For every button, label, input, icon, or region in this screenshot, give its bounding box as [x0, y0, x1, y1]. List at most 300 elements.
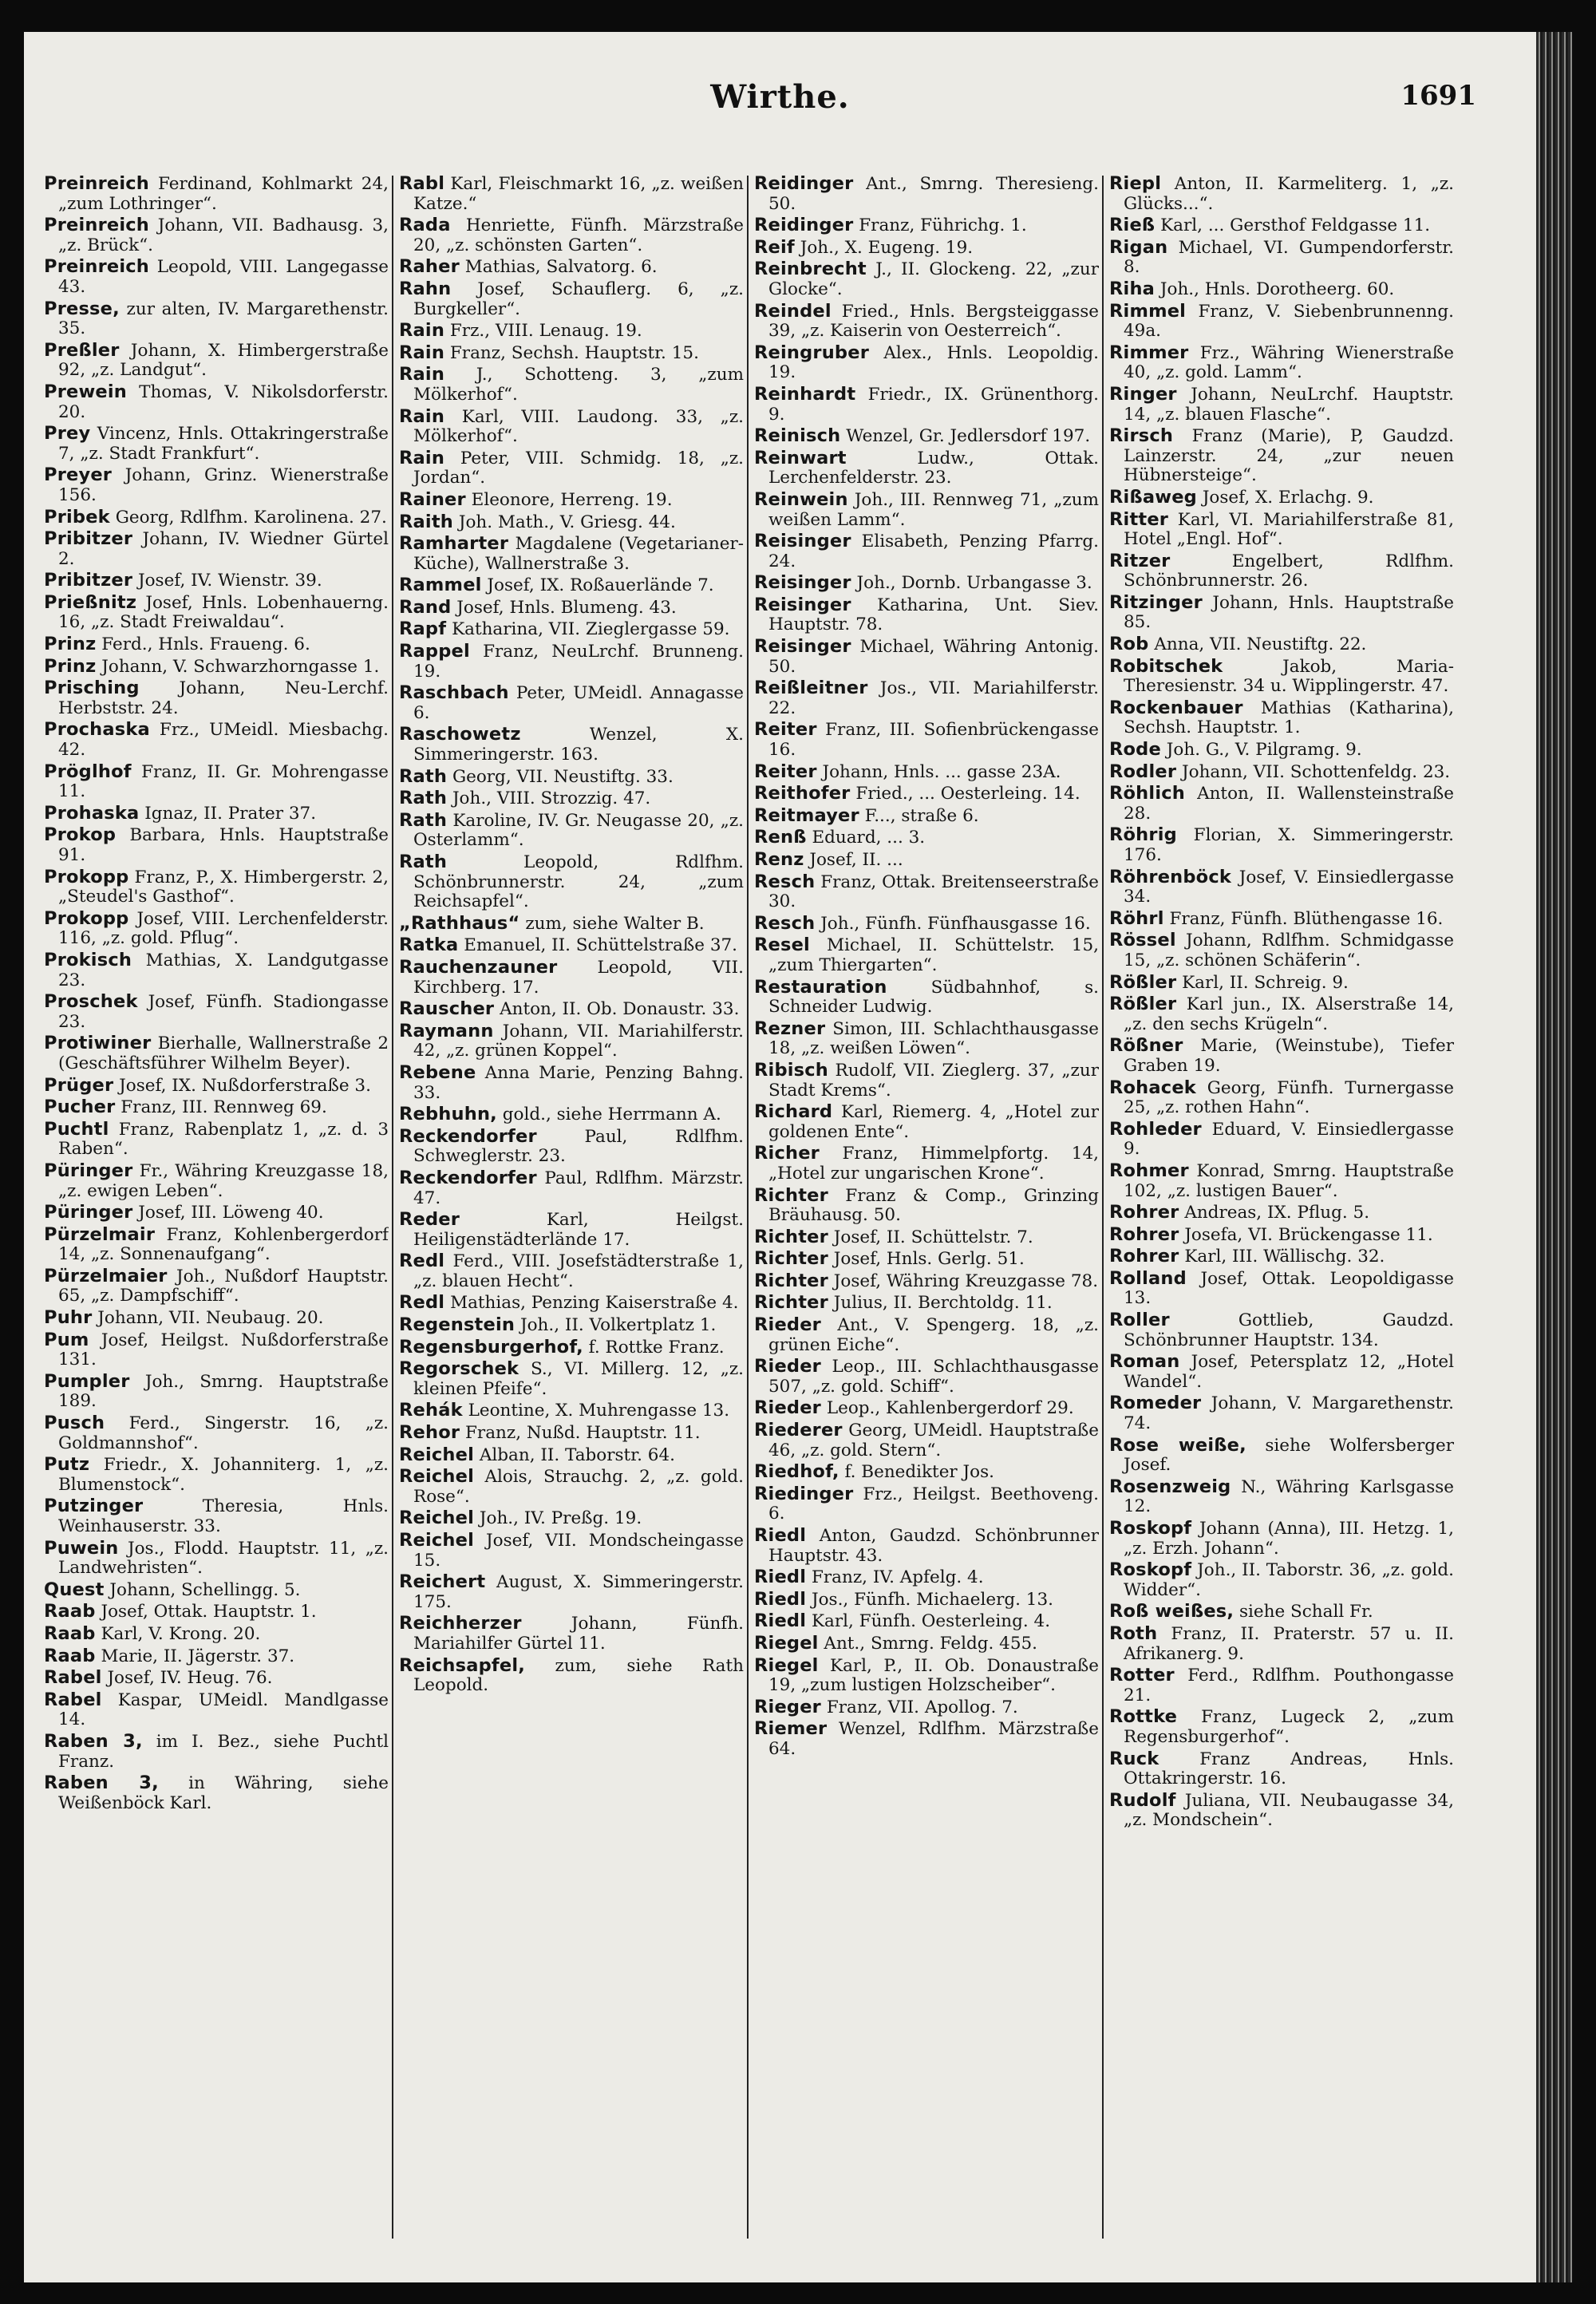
page-heading: Wirthe. — [710, 78, 850, 116]
entry-name: Preyer — [44, 464, 113, 486]
entry-name: Püringer — [44, 1160, 133, 1181]
entry-name: Protiwiner — [44, 1033, 152, 1054]
entry-details: Florian, X. Simmeringerstr. 176. — [1124, 825, 1454, 865]
directory-entry — [754, 215, 1099, 236]
entry-name: Rabl — [399, 174, 445, 194]
entry-name: Reisinger — [754, 531, 851, 552]
directory-entry — [44, 1372, 389, 1412]
directory-entry — [44, 1580, 389, 1601]
entry-details: Josef, V. Einsiedlergasse 34. — [1124, 867, 1454, 907]
entry-name: Reichel — [399, 1530, 475, 1551]
entry-name: Rißaweg — [1109, 486, 1197, 508]
entry-name: Reitmayer — [754, 804, 859, 826]
entry-details: Leop., III. Schlachthausgasse 507, „z. gold. Schiff“. — [768, 1357, 1099, 1397]
directory-entry — [399, 725, 744, 765]
entry-details: Georg, VII. Neustiftg. 33. — [452, 766, 674, 787]
entry-name: Rath — [399, 852, 448, 872]
directory-entry — [399, 279, 744, 319]
entry-details: Johann, V. Schwarzhorngasse 1. — [101, 656, 380, 677]
entry-details: Henriette, Fünfh. Märzstraße 20, „z. schönsten Garten“. — [413, 215, 744, 255]
directory-entry — [399, 598, 744, 618]
entry-name: Riegel — [754, 1654, 819, 1676]
entry-details: Anna Marie, Penzing Bahng. 33. — [413, 1062, 744, 1103]
entry-details: Engelbert, Rdlfhm. Schönbrunnerstr. 26. — [1124, 551, 1454, 591]
entry-name: Pumpler — [44, 1370, 130, 1392]
directory-entry — [1109, 343, 1454, 383]
entry-name: Rabel — [44, 1689, 102, 1710]
directory-entry — [1109, 1624, 1454, 1664]
directory-entry — [399, 1338, 744, 1358]
directory-entry — [754, 720, 1099, 760]
entry-details: Joh., Dornb. Urbangasse 3. — [856, 573, 1092, 594]
entry-details: zur alten, IV. Margarethenstr. 35. — [58, 298, 389, 339]
entry-name: Raher — [399, 256, 460, 278]
book-page-edges — [1536, 32, 1572, 2282]
entry-details: Ferd., Rdlfhm. Pouthongasse 21. — [1124, 1666, 1454, 1705]
entry-details: Anton, II. Karmeliterg. 1, „z. Glücks...“. — [1124, 174, 1454, 214]
entry-details: Elisabeth, Penzing Pfarrg. 24. — [768, 532, 1099, 571]
entry-details: Franz, NeuLrchf. Brunneng. 19. — [413, 642, 744, 682]
entry-details: Paul, Rdlfhm. Märzstr. 47. — [413, 1168, 744, 1208]
entry-name: Pribitzer — [44, 528, 133, 550]
directory-entry — [399, 1445, 744, 1466]
entry-details: Johann, V. Margarethenstr. 74. — [1124, 1393, 1454, 1434]
directory-entry — [44, 1308, 389, 1329]
entry-details: Ant., V. Spengerg. 18, „z. grünen Eiche“. — [768, 1315, 1099, 1355]
directory-entry — [754, 1611, 1099, 1632]
entry-details: Joh., II. Volkertplatz 1. — [519, 1315, 717, 1336]
entry-name: Röhlich — [1109, 783, 1185, 804]
entry-details: Joh. G., V. Pilgramg. 9. — [1166, 740, 1362, 761]
directory-entry — [44, 909, 389, 949]
directory-entry — [1109, 1707, 1454, 1747]
entry-details: Joh., X. Eugeng. 19. — [800, 237, 974, 258]
entry-details: Ant., Smrng. Feldg. 455. — [824, 1633, 1038, 1654]
directory-entry — [399, 999, 744, 1020]
entry-details: Johann, Rdlfhm. Schmidgasse 15, „z. schönen Schäferin“. — [1124, 931, 1454, 970]
directory-entry — [399, 1359, 744, 1399]
directory-entry — [1109, 510, 1454, 550]
entry-name: Pum — [44, 1329, 89, 1350]
entry-name: Prochaska — [44, 719, 150, 741]
entry-name: Rain — [399, 447, 445, 468]
directory-entry — [44, 720, 389, 760]
entry-details: Karl, ... Gersthof Feldgasse 11. — [1160, 215, 1431, 236]
entry-details: Friedr., IX. Grünenthorg. 9. — [768, 384, 1099, 425]
entry-details: Josef, X. Erlachg. 9. — [1202, 487, 1374, 508]
entry-name: Rappel — [399, 641, 470, 662]
entry-details: Franz, Fünfh. Blüthengasse 16. — [1169, 908, 1444, 929]
entry-name: Richer — [754, 1143, 820, 1164]
entry-name: Prisching — [44, 678, 140, 699]
page-number: 1691 — [1400, 80, 1476, 112]
entry-name: Reichel — [399, 1444, 475, 1465]
directory-entry — [1109, 973, 1454, 994]
directory-entry — [1109, 762, 1454, 783]
directory-entry — [754, 1102, 1099, 1142]
entry-name: Ribisch — [754, 1059, 829, 1081]
entry-name: Raben 3, — [44, 1730, 143, 1752]
entry-details: Katharina, Unt. Siev. Hauptstr. 78. — [768, 595, 1099, 635]
entry-name: Preinreich — [44, 174, 150, 194]
entry-details: Leontine, X. Muhrengasse 13. — [468, 1401, 730, 1421]
directory-entry — [44, 1690, 389, 1730]
entry-name: Ratka — [399, 935, 459, 956]
directory-entry — [754, 784, 1099, 804]
entry-details: Wenzel, X. Simmeringerstr. 163. — [413, 725, 744, 765]
entry-details: Josef, IV. Heug. 76. — [107, 1668, 273, 1689]
entry-name: Ruck — [1109, 1748, 1159, 1769]
entry-name: Reichel — [399, 1508, 475, 1529]
directory-entry — [44, 508, 389, 528]
entry-name: Rauscher — [399, 998, 495, 1020]
entry-details: Leopold, VIII. Langegasse 43. — [58, 257, 389, 297]
entry-details: Alban, II. Taborstr. 64. — [479, 1444, 675, 1465]
directory-entry — [754, 426, 1099, 447]
directory-entry — [399, 1508, 744, 1529]
directory-entry — [44, 1267, 389, 1306]
entry-details: Mathias, Salvatorg. 6. — [464, 257, 658, 278]
entry-name: Rolland — [1109, 1267, 1187, 1289]
entry-name: Rieger — [754, 1696, 821, 1717]
entry-details: Frz., Währing Wienerstraße 40, „z. gold. Lamm“. — [1124, 342, 1454, 383]
entry-details: F..., straße 6. — [864, 805, 979, 826]
entry-details: Anton, Gaudzd. Schönbrunner Hauptstr. 43. — [768, 1526, 1099, 1566]
entry-name: Regenstein — [399, 1314, 516, 1336]
entry-name: Reichherzer — [399, 1613, 522, 1634]
entry-details: im I. Bez., siehe Puchtl Franz. — [58, 1731, 389, 1772]
directory-entry — [754, 573, 1099, 594]
entry-name: Richter — [754, 1184, 828, 1206]
entry-name: Rain — [399, 320, 445, 342]
directory-entry — [1109, 1749, 1454, 1789]
directory-entry — [1109, 1225, 1454, 1246]
entry-details: Peter, VIII. Schmidg. 18, „z. Jordan“. — [413, 448, 744, 488]
entry-details: Franz & Comp., Grinzing Bräuhausg. 50. — [768, 1185, 1099, 1226]
directory-entry — [754, 1421, 1099, 1460]
directory-entry — [1109, 1269, 1454, 1309]
directory-entry — [44, 1455, 389, 1495]
directory-entry — [1109, 215, 1454, 236]
entry-name: Rebhuhn, — [399, 1104, 497, 1125]
entry-name: Preßler — [44, 339, 120, 361]
entry-name: Resch — [754, 871, 816, 892]
entry-details: Karl jun., IX. Alserstraße 14, „z. den sechs Krügeln“. — [1124, 994, 1454, 1034]
entry-details: Franz, V. Siebenbrunnenng. 49a. — [1124, 301, 1454, 342]
directory-entry — [399, 958, 744, 998]
directory-entry — [1109, 657, 1454, 697]
directory-entry — [754, 914, 1099, 935]
entry-name: Rehor — [399, 1422, 460, 1444]
directory-entry — [399, 767, 744, 788]
entry-details: f. Benedikter Jos. — [844, 1462, 994, 1483]
directory-entry — [44, 1225, 389, 1265]
entry-details: Ludw., Ottak. Lerchenfelderstr. 23. — [768, 448, 1099, 488]
entry-details: Mathias, Penzing Kaiserstraße 4. — [450, 1293, 739, 1314]
directory-entry — [44, 762, 389, 802]
directory-entry — [1109, 279, 1454, 300]
entry-details: Julius, II. Berchtoldg. 11. — [833, 1293, 1053, 1314]
directory-entry — [1109, 238, 1454, 278]
entry-details: Magdalene (Vegetarianer-Küche), Wallnerstraße 3. — [413, 534, 744, 574]
entry-name: Roskopf — [1109, 1559, 1192, 1581]
directory-page — [24, 32, 1536, 2282]
directory-entry — [44, 678, 389, 718]
entry-name: Reingruber — [754, 342, 869, 363]
entry-details: Karl, P., II. Ob. Donaustraße 19, „zum lustigen Holzscheiber“. — [768, 1655, 1099, 1696]
directory-entry — [44, 341, 389, 381]
directory-entry — [754, 762, 1099, 783]
entry-name: Pribitzer — [44, 570, 133, 591]
entry-details: Theresia, Hnls. Weinhauserstr. 33. — [58, 1496, 389, 1536]
entry-name: Richter — [754, 1292, 828, 1314]
directory-entry — [754, 1249, 1099, 1270]
entry-name: Reiter — [754, 761, 817, 782]
entry-details: Mathias, X. Landgutgasse 23. — [58, 950, 389, 990]
entry-details: Frz., Heilgst. Beethoveng. 6. — [768, 1484, 1099, 1524]
column-2 — [399, 174, 744, 2241]
directory-entry — [44, 1539, 389, 1579]
directory-entry — [44, 593, 389, 633]
directory-entry — [399, 935, 744, 956]
directory-entry — [399, 642, 744, 682]
entry-name: Puchtl — [44, 1118, 109, 1140]
entry-details: gold., siehe Herrmann A. — [502, 1105, 721, 1125]
directory-entry — [399, 1022, 744, 1061]
entry-details: Karl, Riemerg. 4, „Hotel zur goldenen Ente“. — [768, 1102, 1099, 1142]
directory-entry — [1109, 593, 1454, 633]
entry-details: Franz, Rabenplatz 1, „z. d. 3 Raben“. — [58, 1119, 389, 1160]
entry-details: Franz, II. Praterstr. 57 u. II. Afrikanerg. 9. — [1124, 1623, 1454, 1664]
directory-entry — [754, 935, 1099, 975]
directory-entry — [399, 852, 744, 912]
directory-entry — [399, 321, 744, 342]
entry-details: Ferdinand, Kohlmarkt 24, „zum Lothringer“. — [58, 174, 389, 214]
directory-entry — [1109, 426, 1454, 486]
directory-entry — [754, 872, 1099, 912]
directory-entry — [399, 619, 744, 640]
entry-name: Rath — [399, 765, 448, 787]
directory-entry — [1109, 1602, 1454, 1622]
entry-name: Rebene — [399, 1061, 476, 1083]
entry-details: Michael, VI. Gumpendorferstr. 8. — [1124, 237, 1454, 278]
entry-name: Resel — [754, 935, 810, 956]
directory-entry — [399, 1572, 744, 1612]
entry-details: Mathias (Katharina), Sechsh. Hauptstr. 1. — [1124, 698, 1454, 738]
entry-details: Wenzel, Gr. Jedlersdorf 197. — [846, 426, 1091, 447]
entry-details: Ferd., Singerstr. 16, „z. Goldmannshof“. — [58, 1413, 389, 1453]
directory-entry — [1109, 867, 1454, 907]
entry-details: Joh., VIII. Strozzig. 47. — [452, 788, 651, 809]
directory-entry — [754, 1462, 1099, 1483]
directory-entry — [1109, 1203, 1454, 1223]
directory-entry — [1109, 488, 1454, 508]
directory-entry — [399, 1614, 744, 1654]
entry-name: Reckendorfer — [399, 1125, 537, 1147]
directory-entry — [44, 1413, 389, 1453]
entry-name: Raschowetz — [399, 724, 521, 745]
entry-name: Reiter — [754, 719, 817, 741]
directory-entry — [1109, 909, 1454, 930]
entry-name: Rudolf — [1109, 1789, 1176, 1811]
entry-name: Ritzer — [1109, 550, 1171, 571]
entry-details: Friedr., X. Johanniterg. 1, „z. Blumenstock“. — [58, 1455, 389, 1495]
directory-entry — [44, 825, 389, 865]
entry-details: Josef, IX. Roßauerlände 7. — [487, 575, 714, 596]
entry-details: Johann, VII. Mariahilferstr. 42, „z. grünen Koppel“. — [413, 1021, 744, 1061]
entry-details: Franz, Sechsh. Hauptstr. 15. — [449, 342, 699, 363]
directory-entry — [754, 1634, 1099, 1654]
directory-entry — [754, 259, 1099, 299]
entry-details: Simon, III. Schlachthausgasse 18, „z. weißen Löwen“. — [768, 1018, 1099, 1059]
entry-details: Johann, Grinz. Wienerstraße 156. — [58, 465, 389, 505]
entry-name: Robitschek — [1109, 655, 1223, 677]
entry-name: Renz — [754, 849, 804, 870]
entry-name: Reidinger — [754, 215, 854, 236]
directory-entry — [754, 1526, 1099, 1566]
directory-entry — [754, 1719, 1099, 1759]
entry-name: Riepl — [1109, 174, 1162, 194]
directory-entry — [754, 385, 1099, 425]
entry-details: Joh., Nußdorf Hauptstr. 65, „z. Dampfschiff“. — [58, 1266, 389, 1306]
entry-name: Rohmer — [1109, 1160, 1189, 1181]
column-rule — [1102, 176, 1104, 2239]
directory-entry — [1109, 1161, 1454, 1201]
entry-details: Josef, Petersplatz 12, „Hotel Wandel“. — [1124, 1352, 1454, 1392]
directory-entry — [754, 1656, 1099, 1696]
entry-name: Raith — [399, 511, 453, 532]
entry-name: Rimmer — [1109, 342, 1189, 363]
directory-entry — [44, 1203, 389, 1223]
entry-details: Franz, Ottak. Breitenseerstraße 30. — [768, 871, 1099, 912]
directory-entry — [754, 490, 1099, 530]
directory-entry — [44, 1161, 389, 1201]
entry-name: Pribek — [44, 506, 110, 528]
directory-entry — [1109, 784, 1454, 824]
entry-details: Karl, Fleischmarkt 16, „z. weißen Katze.“ — [413, 174, 744, 214]
directory-entry — [399, 490, 744, 511]
entry-details: Josef, IX. Nußdorferstraße 3. — [119, 1075, 371, 1096]
entry-name: Rosenzweig — [1109, 1476, 1231, 1497]
entry-details: Georg, UMeidl. Hauptstraße 46, „z. gold. Stern“. — [768, 1421, 1099, 1460]
entry-name: Riedhof, — [754, 1461, 839, 1483]
entry-name: Preinreich — [44, 215, 150, 236]
entry-details: Ferd., Hnls. Fraueng. 6. — [101, 634, 310, 655]
entry-details: Alex., Hnls. Leopoldig. 19. — [768, 342, 1099, 383]
entry-details: Katharina, VII. Zieglergasse 59. — [452, 619, 730, 640]
entry-name: Reinbrecht — [754, 259, 867, 280]
directory-entry — [44, 1097, 389, 1118]
entry-details: Franz, III. Sofienbrückengasse 16. — [768, 720, 1099, 761]
entry-name: Restauration — [754, 976, 887, 998]
entry-details: Josef, Ottak. Hauptstr. 1. — [101, 1602, 317, 1622]
directory-entry — [1109, 994, 1454, 1034]
directory-entry — [44, 424, 389, 464]
entry-details: Vincenz, Hnls. Ottakringerstraße 7, „z. Stadt Frankfurt“. — [58, 424, 389, 464]
entry-name: Prokisch — [44, 949, 132, 970]
entry-name: Reisinger — [754, 636, 851, 658]
entry-name: Regorschek — [399, 1358, 519, 1380]
entry-name: Rigan — [1109, 236, 1168, 258]
entry-details: Karoline, IV. Gr. Neugasse 20, „z. Osterlamm“. — [413, 810, 744, 851]
directory-entry — [1109, 1477, 1454, 1517]
entry-details: Josef, Ottak. Leopoldigasse 13. — [1124, 1268, 1454, 1309]
directory-entry — [399, 1401, 744, 1421]
entry-name: Riegel — [754, 1632, 819, 1654]
directory-entry — [399, 683, 744, 723]
entry-details: Bierhalle, Wallnerstraße 2 (Geschäftsführer Wilhelm Beyer). — [58, 1033, 389, 1073]
directory-entry — [1109, 698, 1454, 738]
entry-name: Raab — [44, 1645, 96, 1666]
entry-details: Joh., Hnls. Dorotheerg. 60. — [1159, 279, 1395, 299]
directory-entry — [44, 571, 389, 591]
entry-details: Anton, II. Ob. Donaustr. 33. — [500, 999, 740, 1020]
entry-name: Reithofer — [754, 783, 851, 804]
entry-name: Rohrer — [1109, 1223, 1179, 1245]
entry-details: Eduard, V. Einsiedlergasse 9. — [1124, 1119, 1454, 1160]
entry-details: Johann (Anna), III. Hetzg. 1, „z. Erzh. Johann“. — [1124, 1519, 1454, 1559]
directory-entry — [754, 828, 1099, 848]
entry-name: Rose weiße, — [1109, 1434, 1246, 1456]
entry-details: Johann, VII. Schottenfeldg. 23. — [1182, 761, 1451, 782]
directory-entry — [1109, 1352, 1454, 1392]
directory-entry — [399, 534, 744, 574]
directory-entry — [1109, 1036, 1454, 1076]
directory-entry — [399, 215, 744, 255]
directory-entry — [399, 365, 744, 405]
entry-name: Rain — [399, 364, 445, 385]
entry-details: Fr., Währing Kreuzgasse 18, „z. ewigen Leben“. — [58, 1160, 389, 1201]
directory-entry — [399, 1467, 744, 1507]
entry-name: Romeder — [1109, 1393, 1202, 1414]
directory-entry — [1109, 740, 1454, 761]
directory-entry — [399, 788, 744, 809]
entry-details: S., VI. Millerg. 12, „z. kleinen Pfeife“. — [413, 1359, 744, 1399]
directory-entry — [1109, 825, 1454, 865]
entry-name: Rezner — [754, 1018, 826, 1039]
directory-entry — [399, 1251, 744, 1291]
entry-name: Rohacek — [1109, 1077, 1196, 1098]
entry-name: Raben 3, — [44, 1772, 159, 1794]
entry-name: Prüger — [44, 1074, 114, 1096]
entry-details: Josef, VII. Mondscheingasse 15. — [413, 1531, 744, 1571]
entry-details: Josef, III. Löweng 40. — [138, 1203, 324, 1223]
entry-name: Renß — [754, 827, 807, 848]
entry-details: Joh., III. Rennweg 71, „zum weißen Lamm“. — [768, 489, 1099, 530]
entry-name: Regensburgerhof, — [399, 1336, 583, 1358]
directory-entry — [1109, 1519, 1454, 1559]
entry-name: Rößler — [1109, 994, 1177, 1015]
entry-name: Röhrl — [1109, 907, 1164, 929]
entry-details: Jos., Flodd. Hauptstr. 11, „z. Landwehristen“. — [58, 1538, 389, 1579]
directory-entry — [399, 914, 744, 935]
entry-details: Marie, II. Jägerstr. 37. — [101, 1646, 295, 1666]
directory-entry — [1109, 1393, 1454, 1433]
entry-details: Joh., II. Taborstr. 36, „z. gold. Widder“. — [1124, 1560, 1454, 1600]
entry-name: Puwein — [44, 1537, 119, 1559]
entry-details: Franz (Marie), P, Gaudzd. Lainzerstr. 24, „zur neuen Hübnersteige“. — [1124, 426, 1454, 486]
directory-entry — [44, 1033, 389, 1073]
entry-name: Roß weißes, — [1109, 1601, 1235, 1622]
entry-details: Franz, P., X. Himbergerstr. 2, „Steudel's Gasthof“. — [58, 867, 389, 907]
directory-entry — [754, 1315, 1099, 1355]
entry-details: Johann, Fünfh. Mariahilfer Gürtel 11. — [413, 1614, 744, 1654]
entry-details: Joh., Fünfh. Fünfhausgasse 16. — [820, 913, 1091, 934]
directory-entry — [1109, 634, 1454, 655]
entry-details: Josef, Schauflerg. 6, „z. Burgkeller“. — [413, 279, 744, 319]
entry-details: Joh., IV. Preßg. 19. — [479, 1508, 642, 1529]
directory-entry — [754, 302, 1099, 342]
